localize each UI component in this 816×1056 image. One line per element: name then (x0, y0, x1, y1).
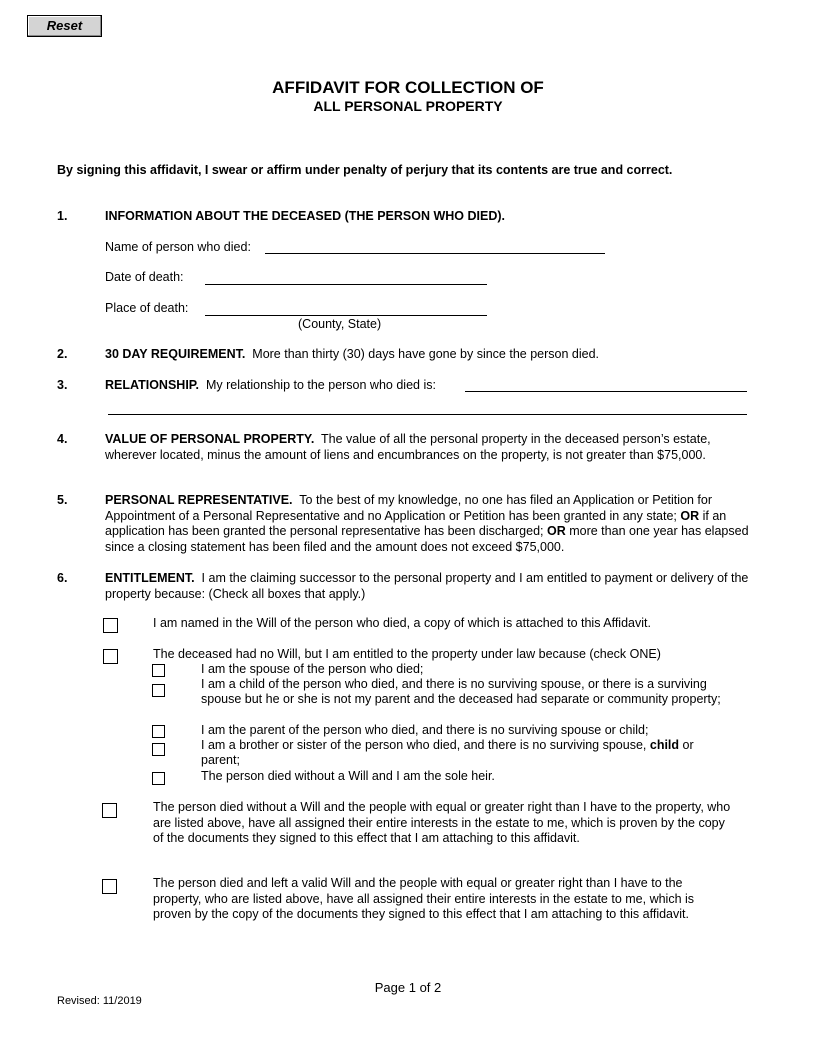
section-5-or-1: OR (680, 508, 700, 523)
section-4-heading: VALUE OF PERSONAL PROPERTY. (105, 432, 315, 446)
date-label: Date of death: (105, 270, 184, 284)
place-of-death-field[interactable] (205, 315, 487, 316)
section-5-text (105, 493, 765, 555)
section-3-heading: RELATIONSHIP. (105, 378, 199, 392)
section-5-body-c: more than one year has elapsed since a closing statement has been filed and the amount does not exceed $75,000. (105, 524, 749, 554)
section-5-body-b: if an application has been granted the personal representative has been discharged; (105, 508, 727, 538)
checkbox-child[interactable] (152, 684, 165, 697)
revision-date: Revised: 11/2019 (57, 995, 142, 1007)
place-hint: (County, State) (298, 317, 382, 331)
sub-option-parent: I am the parent of the person who died, and there is no surviving spouse or child; (201, 723, 649, 737)
checkbox-sibling[interactable] (152, 743, 165, 756)
sub-option-child: I am a child of the person who died, and there is no surviving spouse, or there is a surviving spouse but he or she is not my parent and the deceased had separate or community property; (201, 677, 721, 706)
section-5-number: 5. (57, 493, 68, 507)
section-2-body: More than thirty (30) days have gone by since the person died. (252, 347, 600, 361)
relationship-field[interactable] (465, 391, 747, 392)
option-named-in-will: I am named in the Will of the person who died, a copy of which is attached to this Affidavit. (153, 616, 651, 630)
sub-option-sole-heir: The person died without a Will and I am the sole heir. (201, 769, 495, 783)
section-4-text (105, 432, 765, 463)
section-5-or-2: OR (547, 524, 566, 538)
checkbox-will-assigned[interactable] (102, 879, 117, 894)
section-5-heading: PERSONAL REPRESENTATIVE. (105, 493, 293, 507)
section-4-number: 4. (57, 432, 68, 446)
sub-option-sibling (201, 738, 721, 768)
section-6-body: I am the claiming successor to the personal property and I am entitled to payment or delivery of the property because: (Check all boxes that apply.) (105, 571, 749, 601)
place-label: Place of death: (105, 301, 189, 315)
sub-option-spouse: I am the spouse of the person who died; (201, 662, 424, 676)
sibling-text-c: or parent; (201, 738, 694, 767)
section-6-heading: ENTITLEMENT. (105, 571, 195, 585)
checkbox-spouse[interactable] (152, 664, 165, 677)
checkbox-parent[interactable] (152, 725, 165, 738)
checkbox-sole-heir[interactable] (152, 772, 165, 785)
reset-button[interactable]: Reset (27, 15, 102, 37)
section-1-number: 1. (57, 209, 68, 223)
section-2-text (105, 347, 765, 363)
sibling-text-a: I am a brother or sister of the person who died, and there is no surviving spouse, (201, 738, 647, 752)
section-3-number: 3. (57, 378, 68, 392)
section-6-number: 6. (57, 571, 68, 585)
checkbox-named-in-will[interactable] (103, 618, 118, 633)
section-1-heading: INFORMATION ABOUT THE DECEASED (THE PERSON WHO DIED). (105, 209, 505, 223)
section-2-heading: 30 DAY REQUIREMENT. (105, 347, 246, 361)
checkbox-no-will-assigned[interactable] (102, 803, 117, 818)
form-title: AFFIDAVIT FOR COLLECTION OF (272, 78, 544, 97)
section-6-text (105, 571, 765, 602)
section-4-body: The value of all the personal property in the deceased person’s estate, wherever located, minus the amount of liens and encumbrances on the property, is not greater than $75,000. (105, 432, 711, 462)
option-no-will-assigned: The person died without a Will and the people with equal or greater right than I have to the property, who are listed above, have all assigned their entire interests in the estate to me, which is proven by the copy of the documents they signed to this effect that I am attaching to this affidavit. (153, 800, 731, 845)
option-no-will-by-law: The deceased had no Will, but I am entitled to the property under law because (check ONE) (153, 647, 661, 661)
date-of-death-field[interactable] (205, 284, 487, 285)
relationship-field-line-2[interactable] (108, 414, 747, 415)
section-5-body-a: To the best of my knowledge, no one has filed an Application or Petition for Appointment of a Personal Representative and no Application or Petition has been granted in any state; (105, 493, 713, 523)
option-will-assigned: The person died and left a valid Will and the people with equal or greater right than I have to the property, who are listed above, have all assigned their entire interests in the estate to me, which is proven by the copy of the documents they signed to this effect that I am attaching to this affidavit. (153, 876, 695, 921)
checkbox-no-will-by-law[interactable] (103, 649, 118, 664)
section-3-body: My relationship to the person who died is: (205, 378, 436, 392)
name-field[interactable] (265, 253, 605, 254)
sibling-text-b: child (649, 738, 680, 752)
page-number: Page 1 of 2 (374, 980, 442, 995)
name-label: Name of person who died: (105, 240, 251, 254)
perjury-statement: By signing this affidavit, I swear or affirm under penalty of perjury that its contents are true and correct. (57, 163, 673, 177)
section-2-number: 2. (57, 347, 68, 361)
form-subtitle: ALL PERSONAL PROPERTY (313, 98, 503, 114)
